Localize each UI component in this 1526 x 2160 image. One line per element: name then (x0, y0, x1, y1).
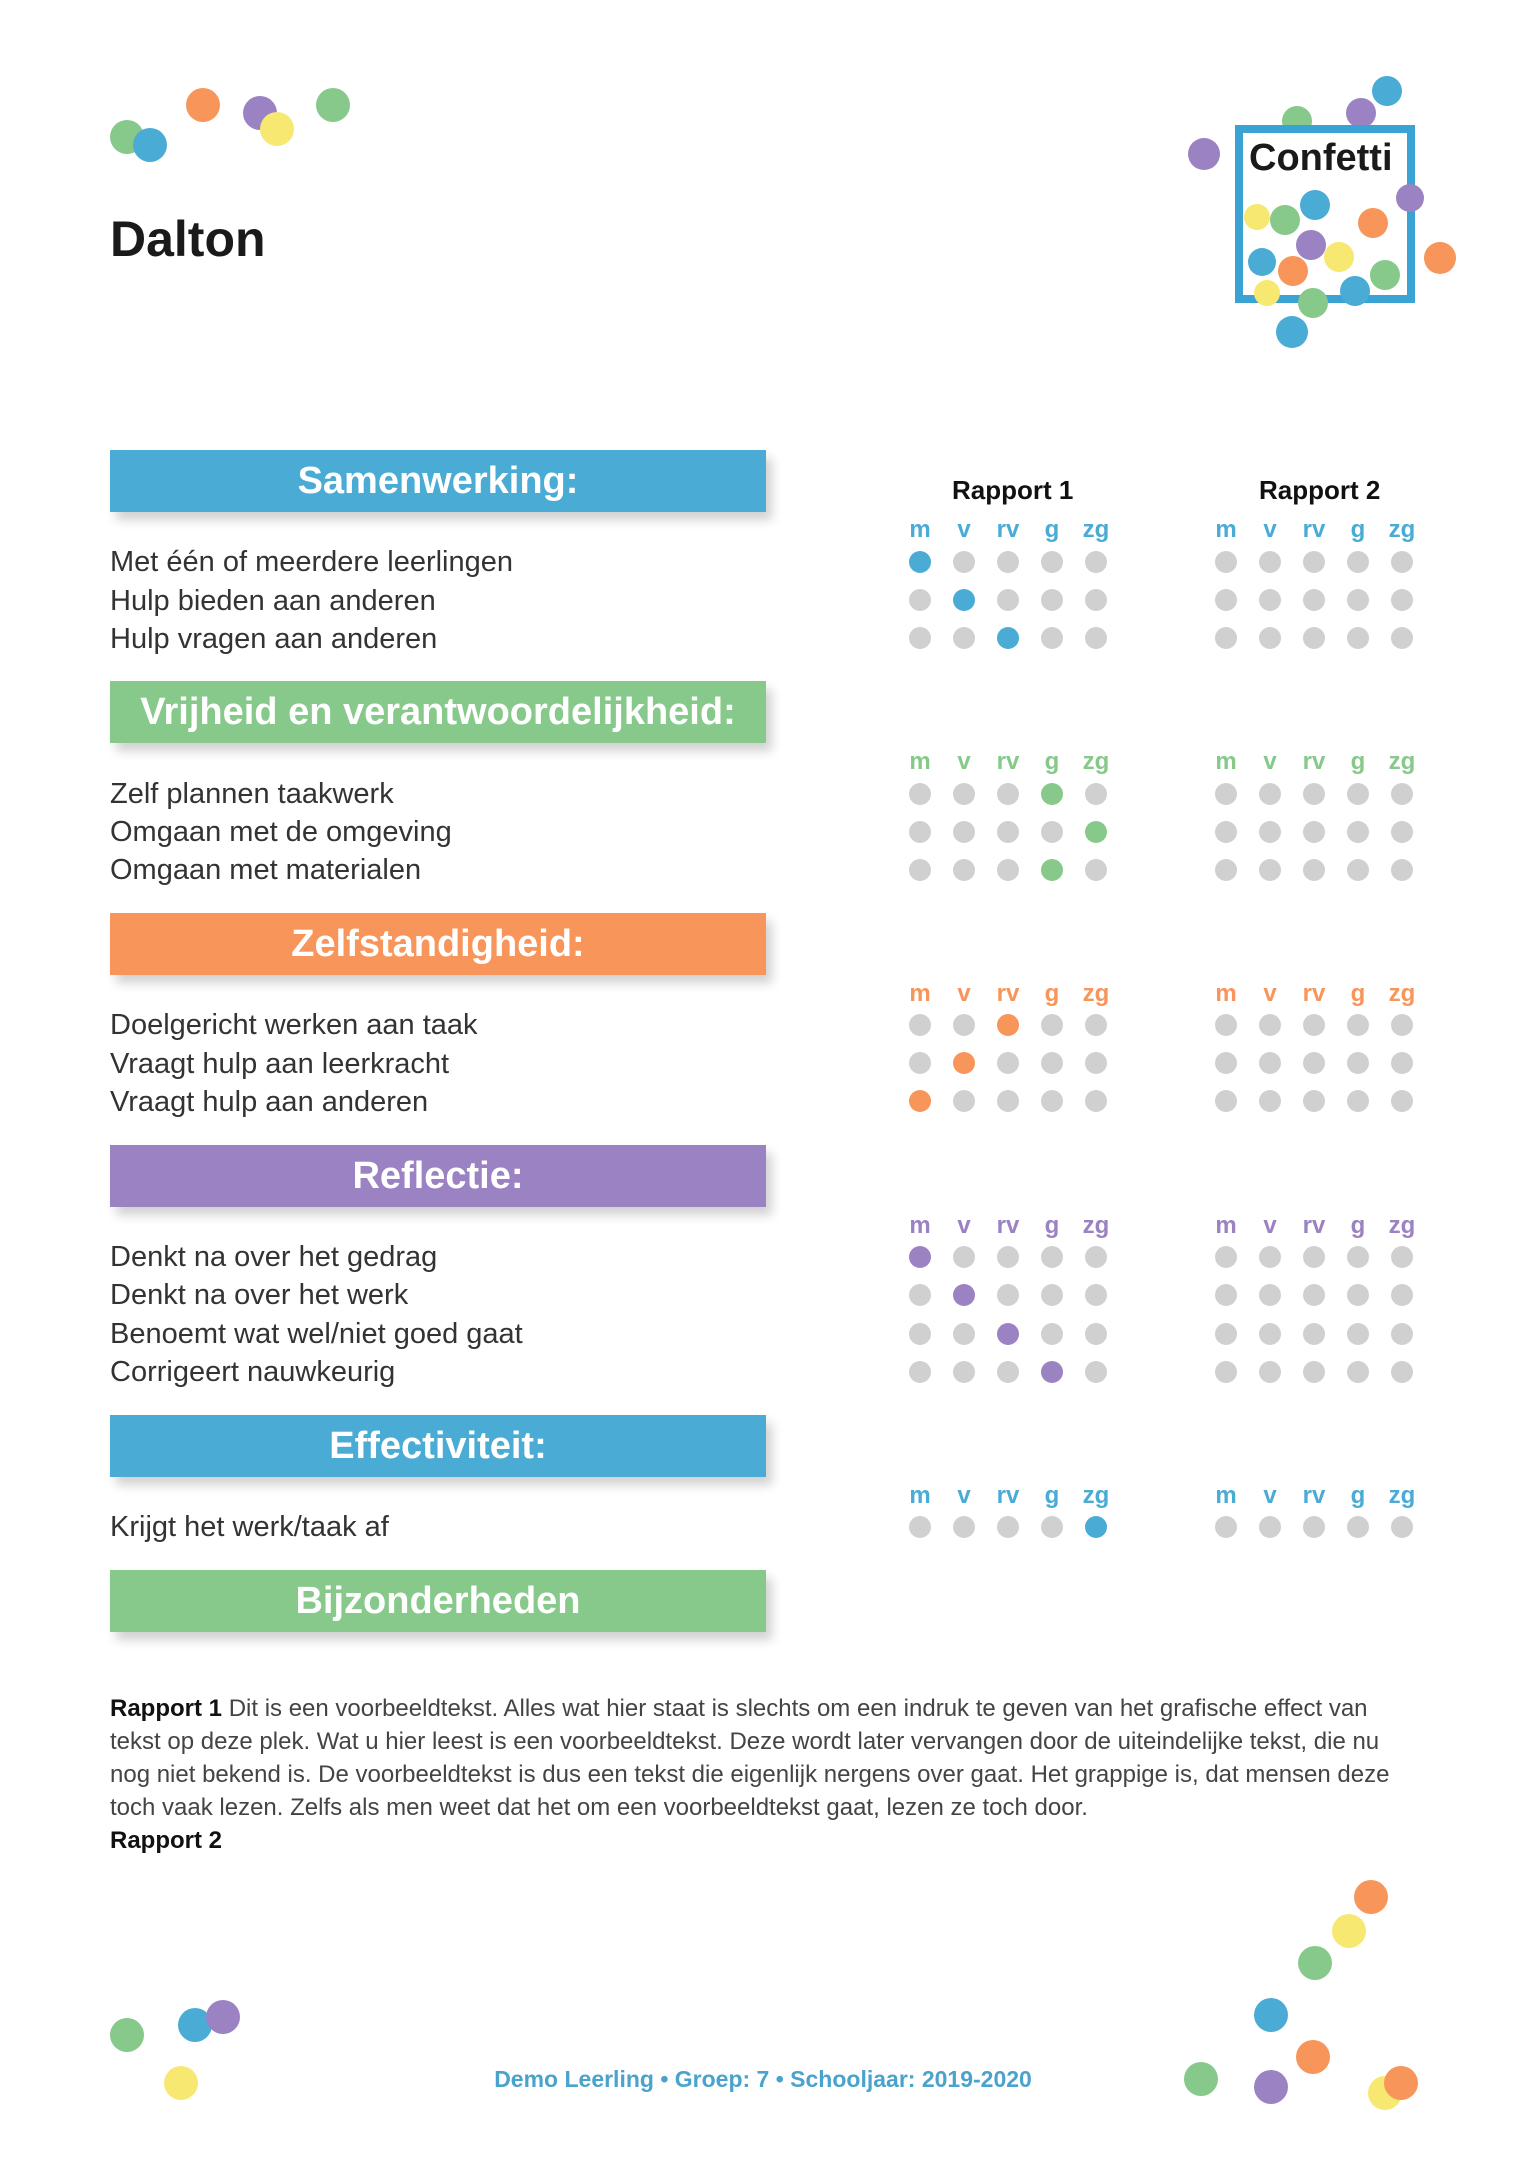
rating-dot[interactable] (1303, 783, 1325, 805)
scale-label-g: g (1044, 1212, 1060, 1239)
scale-label-m: m (1215, 1212, 1237, 1239)
scale-label-rv: rv (1302, 1482, 1326, 1509)
scale-label-v: v (1263, 980, 1277, 1007)
rating-dot[interactable] (1303, 1361, 1325, 1383)
scale-label-zg: zg (1388, 980, 1416, 1007)
rating-dot[interactable] (1391, 1052, 1413, 1074)
rating-dot[interactable] (1215, 1323, 1237, 1345)
scale-label-m: m (909, 980, 931, 1007)
rating-dot[interactable] (1259, 1323, 1281, 1345)
scale-label-g: g (1350, 1212, 1366, 1239)
item-label: Corrigeert nauwkeurig (110, 1356, 396, 1388)
rating-dot[interactable] (997, 589, 1019, 611)
rating-dot[interactable] (1391, 859, 1413, 881)
rating-dot[interactable] (1041, 783, 1063, 805)
item-label: Krijgt het werk/taak af (110, 1511, 389, 1543)
scale-label-m: m (909, 748, 931, 775)
rating-dot[interactable] (953, 1052, 975, 1074)
rating-dot[interactable] (1259, 551, 1281, 573)
rating-dot[interactable] (953, 627, 975, 649)
rating-dot[interactable] (1085, 1014, 1107, 1036)
scale-label-g: g (1044, 516, 1060, 543)
rating-dot[interactable] (909, 627, 931, 649)
rating-dot[interactable] (1041, 859, 1063, 881)
rating-dot[interactable] (1085, 1052, 1107, 1074)
rating-dot[interactable] (1259, 1361, 1281, 1383)
rating-dot[interactable] (1347, 1323, 1369, 1345)
rating-dot[interactable] (997, 1361, 1019, 1383)
logo-dot (1340, 276, 1370, 306)
logo-dot (1254, 280, 1280, 306)
rating-dot[interactable] (1259, 1246, 1281, 1268)
logo-dot (1248, 248, 1276, 276)
confetti-dot (1332, 1914, 1366, 1948)
rating-dot[interactable] (1391, 589, 1413, 611)
rating-dot[interactable] (1347, 1516, 1369, 1538)
scale-label-g: g (1044, 1482, 1060, 1509)
rating-dot[interactable] (1303, 1246, 1325, 1268)
notes-rapport1-text: Dit is een voorbeeldtekst. Alles wat hier staat is slechts om een indruk te geven van het grafische effect van tekst op deze plek. Wat u hier leest is een voorbeeldtekst. Deze wordt later vervangen door de uiteindelijke tekst, die nu nog niet bekend is. De voorbeeldtekst is dus een tekst die eigenlijk nergens over gaat. Het grappige is, dat mensen deze toch vaak lezen. Zelfs als men weet dat het om een voorbeeldtekst gaat, lezen ze toch door. (110, 1695, 1390, 1821)
item-label: Zelf plannen taakwerk (110, 778, 394, 810)
rating-dot[interactable] (909, 1014, 931, 1036)
scale-label-g: g (1044, 748, 1060, 775)
logo-dot (1370, 260, 1400, 290)
section-banner-effectiviteit: Effectiviteit: (110, 1415, 766, 1477)
confetti-dot (206, 2000, 240, 2034)
scale-label-g: g (1350, 516, 1366, 543)
rating-dot[interactable] (909, 1361, 931, 1383)
section-banner-vrijheid: Vrijheid en verantwoordelijkheid: (110, 681, 766, 743)
scale-label-rv: rv (996, 1482, 1020, 1509)
rating-dot[interactable] (1391, 1284, 1413, 1306)
rating-dot[interactable] (1303, 1516, 1325, 1538)
footer-info: Demo Leerling • Groep: 7 • Schooljaar: 2019-2020 (494, 2066, 1032, 2092)
confetti-dot (133, 128, 167, 162)
rating-dot[interactable] (1303, 1052, 1325, 1074)
rating-dot[interactable] (953, 1014, 975, 1036)
logo-dot (1396, 184, 1424, 212)
rating-dot[interactable] (1041, 1090, 1063, 1112)
scale-label-m: m (909, 516, 931, 543)
scale-label-zg: zg (1082, 1482, 1110, 1509)
rating-dot[interactable] (1041, 589, 1063, 611)
rating-dot[interactable] (909, 1246, 931, 1268)
rating-dot[interactable] (997, 859, 1019, 881)
rating-dot[interactable] (1041, 1323, 1063, 1345)
rating-dot[interactable] (1215, 1090, 1237, 1112)
rating-dot[interactable] (1085, 1090, 1107, 1112)
rating-dot[interactable] (909, 1323, 931, 1345)
section-banner-reflectie: Reflectie: (110, 1145, 766, 1207)
logo-dot (1300, 190, 1330, 220)
rating-dot[interactable] (1215, 1516, 1237, 1538)
rating-dot[interactable] (1347, 551, 1369, 573)
rating-dot[interactable] (997, 627, 1019, 649)
rating-dot[interactable] (1303, 859, 1325, 881)
scale-label-zg: zg (1082, 748, 1110, 775)
rating-dot[interactable] (1041, 821, 1063, 843)
rating-dot[interactable] (997, 1014, 1019, 1036)
rating-dot[interactable] (1347, 1284, 1369, 1306)
scale-label-v: v (957, 748, 971, 775)
rating-dot[interactable] (1041, 1246, 1063, 1268)
confetti-dot (260, 112, 294, 146)
rating-dot[interactable] (1041, 1284, 1063, 1306)
rating-dot[interactable] (1303, 1090, 1325, 1112)
confetti-dot (1298, 1946, 1332, 1980)
rating-dot[interactable] (1259, 1516, 1281, 1538)
rating-dot[interactable] (1085, 1361, 1107, 1383)
rating-dot[interactable] (909, 589, 931, 611)
scale-label-zg: zg (1388, 748, 1416, 775)
scale-label-g: g (1350, 980, 1366, 1007)
logo-dot (1276, 316, 1308, 348)
rating-dot[interactable] (1347, 859, 1369, 881)
scale-label-zg: zg (1082, 516, 1110, 543)
rating-dot[interactable] (997, 1284, 1019, 1306)
rating-dot[interactable] (1215, 1361, 1237, 1383)
item-label: Hulp vragen aan anderen (110, 623, 438, 655)
rating-dot[interactable] (1259, 1284, 1281, 1306)
scale-label-m: m (1215, 1482, 1237, 1509)
rating-dot[interactable] (1215, 859, 1237, 881)
rating-dot[interactable] (1085, 627, 1107, 649)
scale-label-v: v (1263, 1482, 1277, 1509)
section-banner-samenwerking: Samenwerking: (110, 450, 766, 512)
rating-dot[interactable] (953, 859, 975, 881)
scale-label-g: g (1350, 748, 1366, 775)
section-banner-bijzonderheden: Bijzonderheden (110, 1570, 766, 1632)
rating-dot[interactable] (1259, 1090, 1281, 1112)
rating-dot[interactable] (1215, 1014, 1237, 1036)
logo-dot (1270, 205, 1300, 235)
notes-block (110, 1692, 1410, 1857)
rating-dot[interactable] (1347, 783, 1369, 805)
rating-dot[interactable] (953, 1323, 975, 1345)
rating-dot[interactable] (1085, 859, 1107, 881)
rating-dot[interactable] (1215, 551, 1237, 573)
rating-dot[interactable] (1041, 1052, 1063, 1074)
rating-dot[interactable] (997, 1090, 1019, 1112)
logo-dot (1346, 98, 1376, 128)
item-label: Hulp bieden aan anderen (110, 585, 436, 617)
logo-dot (1296, 230, 1326, 260)
notes-rapport2-label: Rapport 2 (110, 1827, 223, 1854)
logo-dot (1244, 204, 1270, 230)
logo-dot (1372, 76, 1402, 106)
rating-dot[interactable] (997, 551, 1019, 573)
page-title: Dalton (110, 211, 266, 267)
rating-dot[interactable] (909, 821, 931, 843)
rating-dot[interactable] (953, 783, 975, 805)
rating-dot[interactable] (1259, 859, 1281, 881)
scale-label-rv: rv (996, 980, 1020, 1007)
scale-label-rv: rv (996, 748, 1020, 775)
rating-dot[interactable] (1215, 627, 1237, 649)
logo-text: Confetti (1249, 137, 1393, 179)
rating-dot[interactable] (997, 1246, 1019, 1268)
rating-dot[interactable] (1347, 1361, 1369, 1383)
logo-dot (1188, 138, 1220, 170)
rating-dot[interactable] (953, 1246, 975, 1268)
scale-label-zg: zg (1388, 1212, 1416, 1239)
rating-dot[interactable] (1041, 627, 1063, 649)
rating-dot[interactable] (1085, 783, 1107, 805)
scale-label-rv: rv (996, 1212, 1020, 1239)
rating-dot[interactable] (909, 1284, 931, 1306)
item-label: Benoemt wat wel/niet goed gaat (110, 1318, 523, 1350)
rating-dot[interactable] (1347, 627, 1369, 649)
rating-dot[interactable] (1041, 551, 1063, 573)
rating-dot[interactable] (1085, 821, 1107, 843)
rating-dot[interactable] (953, 1090, 975, 1112)
rating-dot[interactable] (1041, 1516, 1063, 1538)
rapport2-header: Rapport 2 (1259, 475, 1381, 505)
rating-dot[interactable] (1391, 627, 1413, 649)
rating-dot[interactable] (997, 1052, 1019, 1074)
scale-label-v: v (1263, 1212, 1277, 1239)
rating-dot[interactable] (953, 1284, 975, 1306)
confetti-dot (1354, 1880, 1388, 1914)
rating-dot[interactable] (1259, 1052, 1281, 1074)
rating-dot[interactable] (997, 1323, 1019, 1345)
rating-dot[interactable] (1303, 589, 1325, 611)
rating-dot[interactable] (1303, 627, 1325, 649)
rating-dot[interactable] (1259, 783, 1281, 805)
rating-dot[interactable] (997, 783, 1019, 805)
rating-dot[interactable] (1391, 551, 1413, 573)
rating-dot[interactable] (1303, 1323, 1325, 1345)
rating-dot[interactable] (1215, 589, 1237, 611)
scale-label-zg: zg (1388, 1482, 1416, 1509)
item-label: Denkt na over het werk (110, 1279, 409, 1311)
rating-dot[interactable] (1259, 821, 1281, 843)
scale-label-zg: zg (1082, 980, 1110, 1007)
rating-dot[interactable] (1391, 783, 1413, 805)
notes-rapport1-label: Rapport 1 (110, 1695, 223, 1722)
rating-dot[interactable] (997, 821, 1019, 843)
rating-dot[interactable] (1215, 1284, 1237, 1306)
confetti-dot (110, 2018, 144, 2052)
rating-dot[interactable] (1347, 1246, 1369, 1268)
rating-dot[interactable] (1215, 1246, 1237, 1268)
item-label: Doelgericht werken aan taak (110, 1009, 478, 1041)
rating-dot[interactable] (909, 1516, 931, 1538)
scale-label-zg: zg (1388, 516, 1416, 543)
confetti-dot (186, 88, 220, 122)
logo-dot (1278, 256, 1308, 286)
logo-dot (1324, 242, 1354, 272)
rating-dot[interactable] (1085, 1246, 1107, 1268)
rating-dot[interactable] (1303, 821, 1325, 843)
rating-dot[interactable] (1391, 1246, 1413, 1268)
rating-dot[interactable] (953, 589, 975, 611)
rating-dot[interactable] (1391, 1323, 1413, 1345)
rating-dot[interactable] (1347, 1090, 1369, 1112)
rating-dot[interactable] (1041, 1361, 1063, 1383)
scale-label-m: m (1215, 516, 1237, 543)
rating-dot[interactable] (953, 551, 975, 573)
rating-dot[interactable] (1215, 821, 1237, 843)
scale-label-v: v (957, 1212, 971, 1239)
rating-dot[interactable] (1085, 1516, 1107, 1538)
item-label: Vraagt hulp aan leerkracht (110, 1048, 450, 1080)
logo-dot (1358, 208, 1388, 238)
rating-dot[interactable] (1391, 821, 1413, 843)
item-label: Omgaan met de omgeving (110, 816, 452, 848)
rating-dot[interactable] (953, 821, 975, 843)
scale-label-m: m (1215, 980, 1237, 1007)
scale-label-rv: rv (1302, 748, 1326, 775)
rating-dot[interactable] (1303, 551, 1325, 573)
scale-label-v: v (957, 516, 971, 543)
rating-dot[interactable] (1347, 821, 1369, 843)
scale-label-g: g (1350, 1482, 1366, 1509)
rapport1-header: Rapport 1 (952, 475, 1074, 505)
item-label: Omgaan met materialen (110, 854, 422, 886)
scale-label-v: v (1263, 748, 1277, 775)
logo-dot (1424, 242, 1456, 274)
rating-dot[interactable] (1259, 1014, 1281, 1036)
rating-dot[interactable] (1347, 1052, 1369, 1074)
scale-label-g: g (1044, 980, 1060, 1007)
rating-dot[interactable] (909, 783, 931, 805)
rating-dot[interactable] (1215, 1052, 1237, 1074)
rating-dot[interactable] (953, 1361, 975, 1383)
confetti-dot (1254, 1998, 1288, 2032)
rating-dot[interactable] (909, 551, 931, 573)
scale-label-rv: rv (996, 516, 1020, 543)
rating-dot[interactable] (1085, 589, 1107, 611)
rating-dot[interactable] (1041, 1014, 1063, 1036)
rating-dot[interactable] (1391, 1361, 1413, 1383)
rating-dot[interactable] (1085, 1284, 1107, 1306)
rating-dot[interactable] (1347, 1014, 1369, 1036)
rating-dot[interactable] (1391, 1090, 1413, 1112)
rating-dot[interactable] (1391, 1014, 1413, 1036)
scale-label-m: m (909, 1482, 931, 1509)
rating-dot[interactable] (1303, 1014, 1325, 1036)
logo-dot (1298, 288, 1328, 318)
scale-label-m: m (1215, 748, 1237, 775)
rating-dot[interactable] (1085, 551, 1107, 573)
scale-label-rv: rv (1302, 980, 1326, 1007)
scale-label-zg: zg (1082, 1212, 1110, 1239)
rating-dot[interactable] (997, 1516, 1019, 1538)
rating-dot[interactable] (1303, 1284, 1325, 1306)
scale-label-v: v (1263, 516, 1277, 543)
rating-dot[interactable] (953, 1516, 975, 1538)
scale-label-v: v (957, 1482, 971, 1509)
scale-label-rv: rv (1302, 1212, 1326, 1239)
scale-label-v: v (957, 980, 971, 1007)
scale-label-rv: rv (1302, 516, 1326, 543)
rating-dot[interactable] (1215, 783, 1237, 805)
rating-dot[interactable] (909, 859, 931, 881)
item-label: Vraagt hulp aan anderen (110, 1086, 429, 1118)
rating-dot[interactable] (909, 1052, 931, 1074)
rating-dot[interactable] (1391, 1516, 1413, 1538)
section-banner-zelfstandigheid: Zelfstandigheid: (110, 913, 766, 975)
confetti-dot (316, 88, 350, 122)
item-label: Denkt na over het gedrag (110, 1241, 438, 1273)
scale-label-m: m (909, 1212, 931, 1239)
rating-dot[interactable] (1347, 589, 1369, 611)
rating-dot[interactable] (1259, 589, 1281, 611)
rating-dot[interactable] (1259, 627, 1281, 649)
rating-dot[interactable] (1085, 1323, 1107, 1345)
rating-dot[interactable] (909, 1090, 931, 1112)
item-label: Met één of meerdere leerlingen (110, 546, 514, 578)
